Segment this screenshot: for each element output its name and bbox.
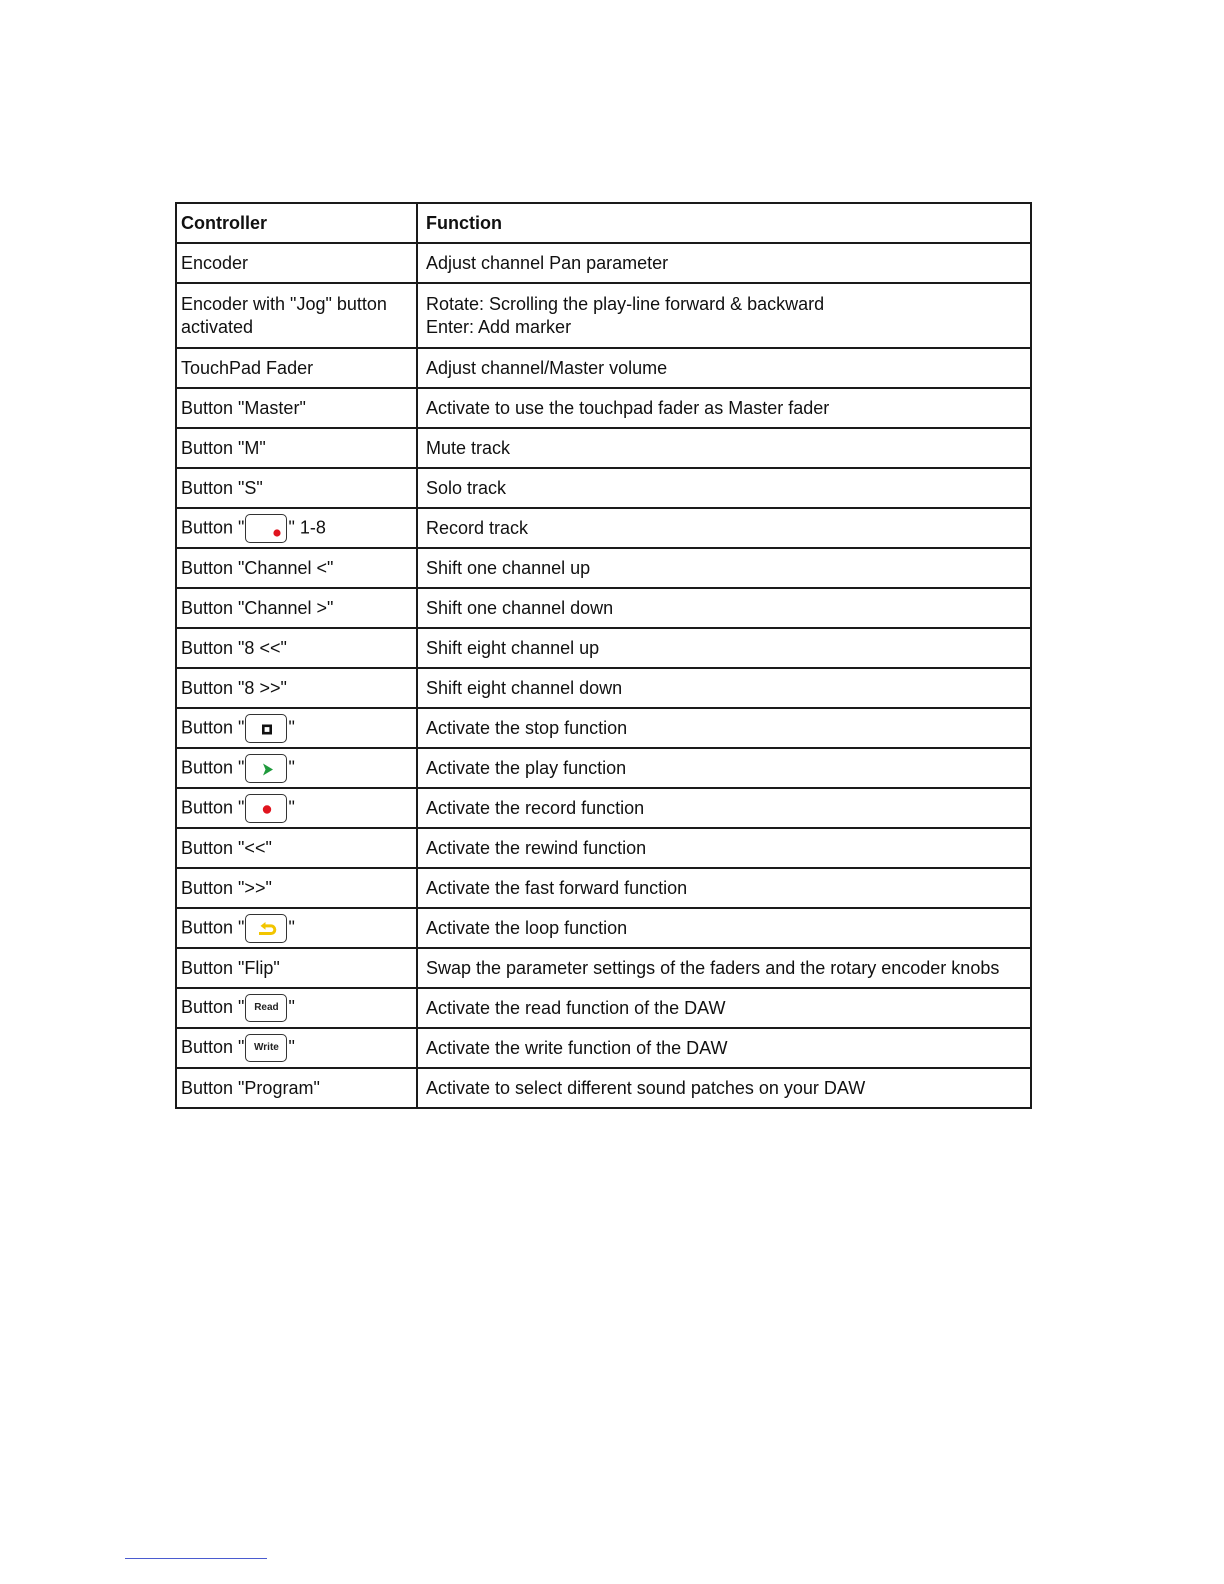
function-column-header: Function [417,203,1031,243]
controller-cell [176,283,417,348]
table-row [176,428,1031,468]
read-key-icon: Read [245,994,287,1022]
controller-cell: Button "Master" [176,388,417,428]
table-row [176,588,1031,628]
controller-cell: Button "Flip" [176,948,417,988]
record-icon [245,794,287,823]
function-cell: Activate the loop function [417,908,1031,948]
controller-prefix: Button " [181,756,245,777]
table-row [176,508,1031,548]
table-row [176,283,1031,348]
function-cell: Solo track [417,468,1031,508]
table-row [176,988,1031,1028]
table-row [176,1028,1031,1068]
controller-suffix: " [288,716,295,737]
controller-cell: Button "<<" [176,828,417,868]
function-cell: Activate to use the touchpad fader as Master fader [417,388,1031,428]
controller-suffix: " [288,916,295,937]
table-row [176,628,1031,668]
controller-suffix: " [288,1036,295,1057]
controller-cell [176,708,417,748]
controller-cell [176,788,417,828]
controller-cell [176,988,417,1028]
controller-suffix: " 1-8 [288,516,326,537]
controller-prefix: Button " [181,916,245,937]
table-header-row [176,203,1031,243]
table-row [176,908,1031,948]
controller-cell [176,508,417,548]
controller-cell: Button "8 >>" [176,668,417,708]
controller-cell: Button "8 <<" [176,628,417,668]
table-row [176,788,1031,828]
function-cell: Shift eight channel up [417,628,1031,668]
table-row [176,668,1031,708]
controller-cell: Button "Channel >" [176,588,417,628]
function-cell-line: Enter: Add marker [426,316,572,337]
track-record-icon [245,514,287,543]
controller-prefix: Button " [181,716,245,737]
controller-cell [176,748,417,788]
controller-cell: Button "S" [176,468,417,508]
function-cell: Activate the read function of the DAW [417,988,1031,1028]
write-key-icon: Write [245,1034,287,1062]
controller-suffix: " [288,996,295,1017]
function-cell: Swap the parameter settings of the faders and the rotary encoder knobs [417,948,1031,988]
controller-suffix: " [288,756,295,777]
controller-cell [176,1028,417,1068]
controller-cell: Button "M" [176,428,417,468]
table-row [176,548,1031,588]
controller-cell: Encoder [176,243,417,283]
table-row [176,868,1031,908]
table-row [176,348,1031,388]
controller-prefix: Button " [181,516,245,537]
table-row [176,748,1031,788]
function-cell: Mute track [417,428,1031,468]
function-cell: Activate the write function of the DAW [417,1028,1031,1068]
table-row [176,828,1031,868]
function-cell: Shift one channel up [417,548,1031,588]
function-cell: Activate the rewind function [417,828,1031,868]
controller-column-header: Controller [176,203,417,243]
controller-cell: TouchPad Fader [176,348,417,388]
function-cell [417,283,1031,348]
function-cell: Activate the fast forward function [417,868,1031,908]
controller-suffix: " [288,796,295,817]
table-row [176,243,1031,283]
controller-prefix: Button " [181,996,245,1017]
controller-function-table [175,202,1032,1109]
controller-prefix: Button " [181,1036,245,1057]
function-cell: Shift one channel down [417,588,1031,628]
table-row [176,468,1031,508]
function-cell-line: Rotate: Scrolling the play-line forward & backward [426,293,825,314]
table-row [176,388,1031,428]
controller-cell: Button "Channel <" [176,548,417,588]
table-row [176,1068,1031,1108]
function-cell: Activate the stop function [417,708,1031,748]
function-cell: Record track [417,508,1031,548]
function-cell: Activate to select different sound patches on your DAW [417,1068,1031,1108]
controller-prefix: Button " [181,796,245,817]
function-cell: Activate the record function [417,788,1031,828]
controller-cell [176,908,417,948]
table-row [176,708,1031,748]
function-cell: Adjust channel Pan parameter [417,243,1031,283]
function-cell: Shift eight channel down [417,668,1031,708]
controller-cell-line: activated [181,316,254,337]
controller-cell: Button ">>" [176,868,417,908]
controller-cell-line: Encoder with "Jog" button [181,293,387,314]
controller-cell: Button "Program" [176,1068,417,1108]
table-row [176,948,1031,988]
footnote-divider [125,1558,267,1559]
stop-icon [245,714,287,743]
play-icon [245,754,287,783]
function-cell: Adjust channel/Master volume [417,348,1031,388]
function-cell: Activate the play function [417,748,1031,788]
loop-icon [245,914,287,943]
